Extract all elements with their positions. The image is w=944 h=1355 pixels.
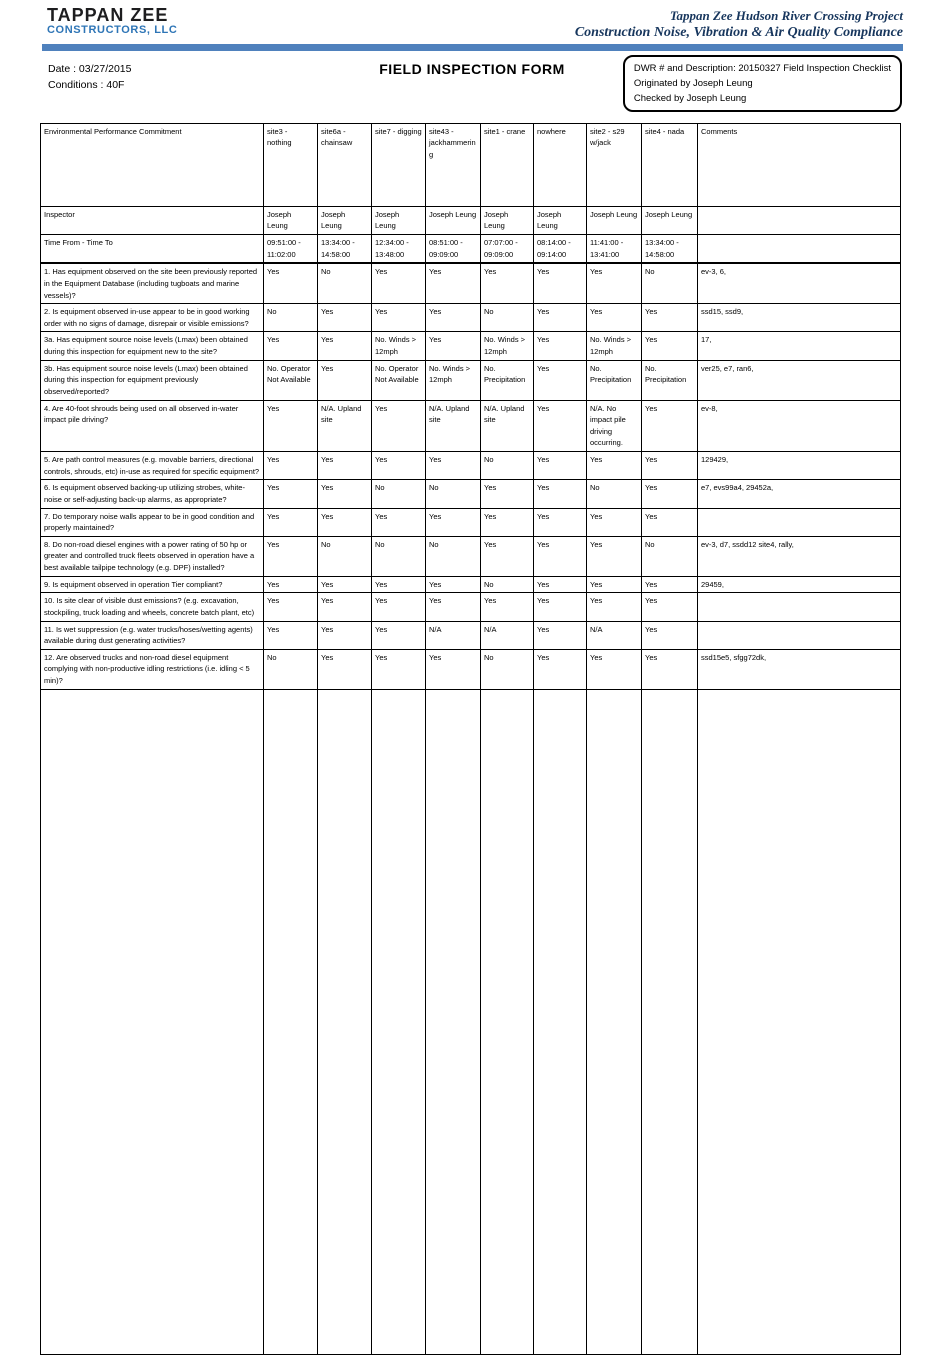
- answer-cell: Yes: [587, 536, 642, 576]
- empty-cell: [587, 689, 642, 1354]
- answer-cell: Yes: [372, 593, 426, 621]
- answer-cell: Yes: [534, 480, 587, 508]
- answer-cell: Yes: [372, 508, 426, 536]
- answer-cell: Yes: [587, 576, 642, 593]
- answer-cell: Yes: [318, 304, 372, 332]
- date-label: Date : 03/27/2015: [48, 62, 132, 75]
- project-name: Tappan Zee Hudson River Crossing Project: [669, 8, 903, 23]
- answer-cell: No: [587, 480, 642, 508]
- answer-cell: Yes: [534, 332, 587, 360]
- answer-cell: Yes: [426, 649, 481, 689]
- empty-filler-row: [41, 689, 901, 1354]
- answer-cell: Yes: [264, 536, 318, 576]
- answer-cell: Yes: [318, 593, 372, 621]
- answer-cell: No: [481, 304, 534, 332]
- comment-cell: [698, 508, 901, 536]
- time-range: 08:14:00 - 09:14:00: [534, 235, 587, 264]
- answer-cell: Yes: [481, 263, 534, 303]
- logo-subtitle: CONSTRUCTORS, LLC: [47, 23, 178, 36]
- empty-cell: [41, 689, 264, 1354]
- answer-cell: Yes: [642, 576, 698, 593]
- comments-column-header: Comments: [698, 123, 901, 206]
- answer-cell: Yes: [372, 263, 426, 303]
- answer-cell: Yes: [426, 593, 481, 621]
- answer-cell: Yes: [587, 508, 642, 536]
- answer-cell: Yes: [587, 649, 642, 689]
- question-row: [41, 360, 901, 400]
- answer-cell: No. Precipitation: [481, 360, 534, 400]
- inspector-name: Joseph Leung: [587, 206, 642, 234]
- answer-cell: Yes: [642, 508, 698, 536]
- question-row: [41, 400, 901, 452]
- question-text: 6. Is equipment observed backing-up utilizing strobes, white-noise or self-adjusting back-up alarms, as appropriate?: [41, 480, 264, 508]
- answer-cell: Yes: [318, 621, 372, 649]
- company-logo: [47, 6, 177, 36]
- site-column-header: site1 - crane: [481, 123, 534, 206]
- time-comment-cell: [698, 235, 901, 264]
- question-row: [41, 576, 901, 593]
- answer-cell: Yes: [264, 508, 318, 536]
- comment-cell: 17,: [698, 332, 901, 360]
- answer-cell: Yes: [426, 263, 481, 303]
- dwr-description: DWR # and Description: 20150327 Field Inspection Checklist: [633, 62, 891, 74]
- answer-cell: Yes: [372, 621, 426, 649]
- site-column-header: site4 - nada: [642, 123, 698, 206]
- inspection-table-wrap: [0, 123, 944, 1355]
- answer-cell: N/A: [481, 621, 534, 649]
- question-text: 9. Is equipment observed in operation Tier compliant?: [41, 576, 264, 593]
- answer-cell: Yes: [534, 508, 587, 536]
- project-title-block: [575, 6, 903, 42]
- answer-cell: Yes: [642, 304, 698, 332]
- answer-cell: Yes: [426, 452, 481, 480]
- answer-cell: N/A: [587, 621, 642, 649]
- answer-cell: No. Winds > 12mph: [372, 332, 426, 360]
- answer-cell: No: [642, 536, 698, 576]
- answer-cell: No: [642, 263, 698, 303]
- inspector-row: [41, 206, 901, 234]
- answer-cell: Yes: [318, 576, 372, 593]
- site-column-header: site43 - jackhammering: [426, 123, 481, 206]
- answer-cell: Yes: [372, 400, 426, 452]
- answer-cell: Yes: [642, 480, 698, 508]
- commitment-column-header: Environmental Performance Commitment: [41, 123, 264, 206]
- answer-cell: No: [264, 304, 318, 332]
- question-row: [41, 649, 901, 689]
- site-column-header: site3 - nothing: [264, 123, 318, 206]
- answer-cell: Yes: [587, 263, 642, 303]
- answer-cell: Yes: [534, 649, 587, 689]
- answer-cell: Yes: [534, 304, 587, 332]
- question-text: 10. Is site clear of visible dust emissions? (e.g. excavation, stockpiling, truck loading and wheels, concrete batch plant, etc): [41, 593, 264, 621]
- inspector-name: Joseph Leung: [372, 206, 426, 234]
- answer-cell: Yes: [481, 480, 534, 508]
- question-row: [41, 332, 901, 360]
- comment-cell: ssd15, ssd9,: [698, 304, 901, 332]
- answer-cell: No: [481, 576, 534, 593]
- answer-cell: No. Operator Not Available: [264, 360, 318, 400]
- answer-cell: Yes: [318, 332, 372, 360]
- question-text: 7. Do temporary noise walls appear to be in good condition and properly maintained?: [41, 508, 264, 536]
- answer-cell: Yes: [534, 452, 587, 480]
- empty-cell: [642, 689, 698, 1354]
- question-row: [41, 508, 901, 536]
- answer-cell: Yes: [318, 452, 372, 480]
- answer-cell: Yes: [534, 576, 587, 593]
- answer-cell: Yes: [318, 649, 372, 689]
- answer-cell: No: [481, 649, 534, 689]
- empty-cell: [481, 689, 534, 1354]
- answer-cell: Yes: [642, 400, 698, 452]
- question-row: [41, 263, 901, 303]
- question-text: 12. Are observed trucks and non-road diesel equipment complying with non-productive idling restrictions (i.e. idling < 5 min)?: [41, 649, 264, 689]
- answer-cell: No. Precipitation: [642, 360, 698, 400]
- answer-cell: Yes: [534, 536, 587, 576]
- time-range: 07:07:00 - 09:09:00: [481, 235, 534, 264]
- question-row: [41, 452, 901, 480]
- dwr-description-box: [623, 55, 902, 113]
- time-range: 11:41:00 - 13:41:00: [587, 235, 642, 264]
- inspector-name: Joseph Leung: [264, 206, 318, 234]
- answer-cell: No: [481, 452, 534, 480]
- accent-bar: [42, 44, 903, 51]
- inspector-name: Joseph Leung: [318, 206, 372, 234]
- question-row: [41, 536, 901, 576]
- answer-cell: No. Operator Not Available: [372, 360, 426, 400]
- question-text: 11. Is wet suppression (e.g. water trucks/hoses/wetting agents) available during dust generating activities?: [41, 621, 264, 649]
- inspector-label: Inspector: [41, 206, 264, 234]
- question-row: [41, 304, 901, 332]
- answer-cell: Yes: [372, 452, 426, 480]
- empty-cell: [318, 689, 372, 1354]
- answer-cell: Yes: [264, 593, 318, 621]
- page-header: [0, 0, 944, 42]
- answer-cell: No: [426, 480, 481, 508]
- site-column-header: site6a - chainsaw: [318, 123, 372, 206]
- answer-cell: No: [264, 649, 318, 689]
- answer-cell: Yes: [426, 576, 481, 593]
- empty-cell: [426, 689, 481, 1354]
- inspector-name: Joseph Leung: [642, 206, 698, 234]
- answer-cell: N/A. Upland site: [481, 400, 534, 452]
- comment-cell: [698, 593, 901, 621]
- answer-cell: Yes: [642, 452, 698, 480]
- empty-cell: [264, 689, 318, 1354]
- answer-cell: N/A. No impact pile driving occurring.: [587, 400, 642, 452]
- answer-cell: Yes: [264, 263, 318, 303]
- answer-cell: Yes: [372, 649, 426, 689]
- question-text: 4. Are 40-foot shrouds being used on all observed in-water impact pile driving?: [41, 400, 264, 452]
- answer-cell: Yes: [318, 508, 372, 536]
- question-text: 3a. Has equipment source noise levels (Lmax) been obtained during this inspection for equipment new to the site?: [41, 332, 264, 360]
- question-text: 1. Has equipment observed on the site been previously reported in the Equipment Database (including tugboats and marine vessels)?: [41, 263, 264, 303]
- form-meta-section: [0, 51, 944, 123]
- question-text: 2. Is equipment observed in-use appear to be in good working order with no signs of damage, disrepair or visible emissions?: [41, 304, 264, 332]
- comment-cell: ev-3, d7, ssdd12 site4, rally,: [698, 536, 901, 576]
- logo-name: TAPPAN ZEE: [47, 5, 169, 25]
- answer-cell: Yes: [264, 452, 318, 480]
- comment-cell: 129429,: [698, 452, 901, 480]
- comment-cell: 29459,: [698, 576, 901, 593]
- inspector-name: Joseph Leung: [534, 206, 587, 234]
- answer-cell: Yes: [426, 332, 481, 360]
- time-label: Time From - Time To: [41, 235, 264, 264]
- time-range: 09:51:00 - 11:02:00: [264, 235, 318, 264]
- answer-cell: Yes: [587, 304, 642, 332]
- site-column-header: site7 - digging: [372, 123, 426, 206]
- answer-cell: Yes: [372, 304, 426, 332]
- empty-cell: [534, 689, 587, 1354]
- table-header-row: [41, 123, 901, 206]
- answer-cell: Yes: [481, 536, 534, 576]
- answer-cell: Yes: [318, 360, 372, 400]
- answer-cell: Yes: [264, 400, 318, 452]
- answer-cell: No: [318, 536, 372, 576]
- answer-cell: Yes: [264, 480, 318, 508]
- answer-cell: No. Precipitation: [587, 360, 642, 400]
- answer-cell: Yes: [534, 593, 587, 621]
- empty-cell: [698, 689, 901, 1354]
- question-row: [41, 593, 901, 621]
- question-text: 3b. Has equipment source noise levels (Lmax) been obtained during this inspection for equipment previously observed/reported?: [41, 360, 264, 400]
- time-range: 13:34:00 - 14:58:00: [318, 235, 372, 264]
- comment-cell: ev-3, 6,: [698, 263, 901, 303]
- site-column-header: site2 - s29 w/jack: [587, 123, 642, 206]
- comment-cell: e7, evs99a4, 29452a,: [698, 480, 901, 508]
- answer-cell: Yes: [264, 576, 318, 593]
- answer-cell: Yes: [481, 508, 534, 536]
- answer-cell: Yes: [426, 508, 481, 536]
- comment-cell: [698, 621, 901, 649]
- answer-cell: Yes: [534, 360, 587, 400]
- answer-cell: No. Winds > 12mph: [426, 360, 481, 400]
- question-text: 8. Do non-road diesel engines with a power rating of 50 hp or greater and controlled truck fleets observed in operation have a best available tailpipe technology (e.g. DPF) installed?: [41, 536, 264, 576]
- answer-cell: Yes: [642, 621, 698, 649]
- comment-cell: ver25, e7, ran6,: [698, 360, 901, 400]
- answer-cell: Yes: [642, 649, 698, 689]
- answer-cell: Yes: [264, 621, 318, 649]
- answer-cell: Yes: [587, 452, 642, 480]
- answer-cell: Yes: [534, 400, 587, 452]
- answer-cell: No: [372, 536, 426, 576]
- answer-cell: Yes: [534, 621, 587, 649]
- comment-cell: ssd15e5, sfgg72dk,: [698, 649, 901, 689]
- answer-cell: Yes: [426, 304, 481, 332]
- answer-cell: Yes: [587, 593, 642, 621]
- dwr-checked-by: Checked by Joseph Leung: [633, 93, 747, 105]
- answer-cell: Yes: [534, 263, 587, 303]
- answer-cell: Yes: [264, 332, 318, 360]
- time-range: 08:51:00 - 09:09:00: [426, 235, 481, 264]
- answer-cell: No: [372, 480, 426, 508]
- answer-cell: Yes: [372, 576, 426, 593]
- answer-cell: No: [318, 263, 372, 303]
- conditions-label: Conditions : 40F: [48, 79, 125, 92]
- question-row: [41, 480, 901, 508]
- inspector-name: Joseph Leung: [481, 206, 534, 234]
- answer-cell: N/A. Upland site: [318, 400, 372, 452]
- comment-cell: ev-8,: [698, 400, 901, 452]
- empty-cell: [372, 689, 426, 1354]
- time-row: [41, 235, 901, 264]
- answer-cell: N/A. Upland site: [426, 400, 481, 452]
- answer-cell: Yes: [481, 593, 534, 621]
- inspector-comment-cell: [698, 206, 901, 234]
- inspection-table-body: [41, 123, 901, 1354]
- site-column-header: nowhere: [534, 123, 587, 206]
- answer-cell: No. Winds > 12mph: [481, 332, 534, 360]
- time-range: 12:34:00 - 13:48:00: [372, 235, 426, 264]
- answer-cell: No: [426, 536, 481, 576]
- dwr-originated-by: Originated by Joseph Leung: [633, 77, 753, 89]
- answer-cell: Yes: [642, 593, 698, 621]
- answer-cell: Yes: [642, 332, 698, 360]
- project-subtitle: Construction Noise, Vibration & Air Quality Compliance: [574, 25, 903, 41]
- answer-cell: N/A: [426, 621, 481, 649]
- question-text: 5. Are path control measures (e.g. movable barriers, directional controls, shrouds, etc) in-use as required for specific equipment?: [41, 452, 264, 480]
- page-title: FIELD INSPECTION FORM: [379, 60, 565, 77]
- inspector-name: Joseph Leung: [426, 206, 481, 234]
- answer-cell: Yes: [318, 480, 372, 508]
- inspection-table: [40, 123, 901, 1355]
- time-range: 13:34:00 - 14:58:00: [642, 235, 698, 264]
- answer-cell: No. Winds > 12mph: [587, 332, 642, 360]
- question-row: [41, 621, 901, 649]
